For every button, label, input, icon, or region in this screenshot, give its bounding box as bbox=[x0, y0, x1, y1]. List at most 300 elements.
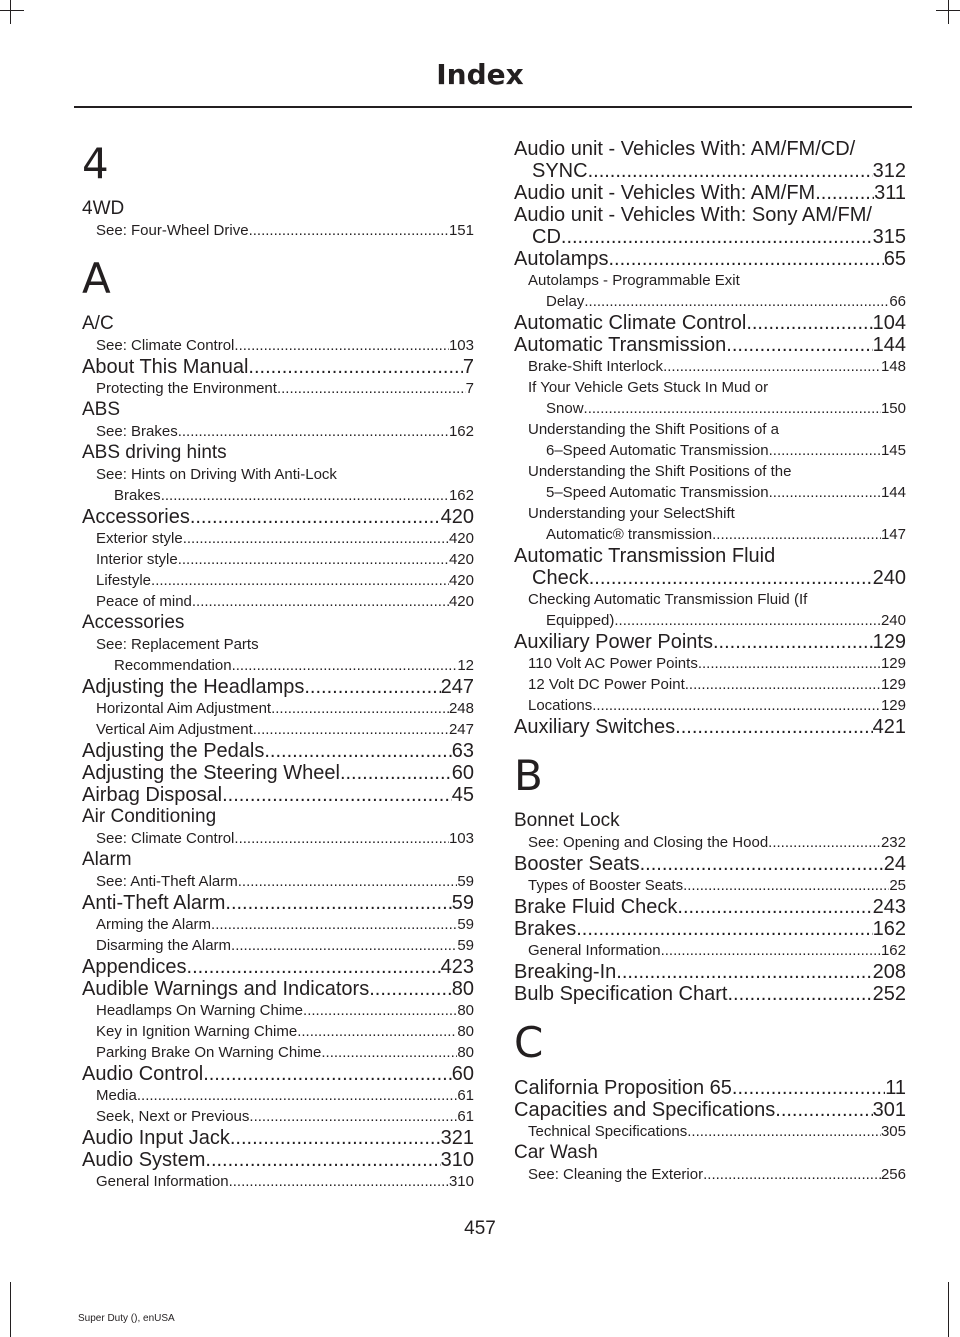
index-main-entry bbox=[82, 506, 474, 528]
index-sub-entry bbox=[82, 1000, 474, 1021]
entry-title-line: Autolamps - Programmable Exit bbox=[528, 272, 740, 289]
entry-page-number: 162 bbox=[880, 942, 906, 959]
entry-page-number: 7 bbox=[462, 356, 474, 378]
index-sub-entry bbox=[82, 335, 474, 356]
dot-leader bbox=[663, 356, 881, 377]
dot-leader bbox=[588, 160, 873, 182]
entry-title: Audible Warnings and Indicators bbox=[82, 978, 370, 1000]
dot-leader bbox=[698, 653, 881, 674]
index-entry-row bbox=[96, 549, 474, 570]
index-sub-entry bbox=[82, 719, 474, 740]
index-entry-row bbox=[514, 716, 906, 738]
index-entry-row bbox=[96, 1085, 474, 1106]
index-entry-row bbox=[96, 698, 474, 719]
entry-title: Brake Fluid Check bbox=[514, 896, 678, 918]
index-entry-row bbox=[82, 506, 474, 528]
entry-page-number: 129 bbox=[872, 631, 906, 653]
entry-page-number: 80 bbox=[457, 1044, 474, 1061]
entry-page-number: 12 bbox=[457, 657, 474, 674]
entry-title-line: Audio unit - Vehicles With: AM/FM/CD/ bbox=[514, 138, 856, 160]
index-sub-entry bbox=[514, 589, 906, 631]
entry-title: General Information bbox=[96, 1173, 229, 1190]
index-entry-row bbox=[82, 1063, 474, 1085]
entry-page-number: 420 bbox=[448, 572, 474, 589]
entry-title: Automatic® transmission bbox=[546, 526, 713, 543]
entry-page-number: 162 bbox=[448, 423, 474, 440]
dot-leader bbox=[340, 762, 452, 784]
entry-page-number: 148 bbox=[880, 358, 906, 375]
index-sub-entry bbox=[514, 1121, 906, 1142]
footer-text: Super Duty (), enUSA bbox=[78, 1313, 175, 1324]
index-sub-entry bbox=[514, 461, 906, 503]
index-entry-row bbox=[82, 1127, 474, 1149]
index-entry-row bbox=[82, 676, 474, 698]
index-sub-entry bbox=[514, 653, 906, 674]
dot-leader bbox=[151, 570, 449, 591]
header-divider bbox=[74, 106, 912, 108]
entry-title: Auxiliary Switches bbox=[514, 716, 676, 738]
dot-leader bbox=[576, 918, 872, 940]
index-heading: A/C bbox=[82, 313, 114, 334]
index-entry-row bbox=[528, 398, 906, 419]
entry-title: Audio System bbox=[82, 1149, 206, 1171]
dot-leader bbox=[178, 421, 449, 442]
index-entry-row bbox=[514, 896, 906, 918]
entry-page-number: 60 bbox=[451, 1063, 474, 1085]
index-main-entry bbox=[82, 892, 474, 914]
index-sub-entry bbox=[514, 1164, 906, 1185]
entry-title: See: Climate Control bbox=[96, 830, 235, 847]
dot-leader bbox=[271, 698, 449, 719]
index-entry-row bbox=[96, 1042, 474, 1063]
entry-title: General Information bbox=[528, 942, 661, 959]
index-entry-row bbox=[528, 610, 906, 631]
index-entry-row bbox=[528, 291, 906, 312]
index-main-entry bbox=[514, 961, 906, 983]
index-entry-row bbox=[96, 828, 474, 849]
index-entry-row bbox=[82, 784, 474, 806]
index-main-entry bbox=[514, 631, 906, 653]
index-section-letter: 4 bbox=[82, 139, 109, 188]
index-entry-row bbox=[514, 1077, 906, 1099]
dot-leader bbox=[253, 719, 449, 740]
dot-leader bbox=[190, 506, 441, 528]
entry-page-number: 103 bbox=[448, 830, 474, 847]
dot-leader bbox=[815, 182, 874, 204]
index-sub-entry bbox=[82, 1042, 474, 1063]
entry-title: Vertical Aim Adjustment bbox=[96, 721, 253, 738]
index-entry-row bbox=[82, 1149, 474, 1171]
index-sub-entry bbox=[514, 377, 906, 419]
index-entry-row bbox=[82, 892, 474, 914]
entry-page-number: 423 bbox=[440, 956, 474, 978]
entry-page-number: 420 bbox=[448, 593, 474, 610]
index-entry-row bbox=[96, 655, 474, 676]
entry-page-number: 7 bbox=[465, 380, 474, 397]
dot-leader bbox=[713, 631, 873, 653]
dot-leader bbox=[727, 983, 872, 1005]
entry-page-number: 129 bbox=[880, 655, 906, 672]
index-heading: 4WD bbox=[82, 198, 125, 219]
index-heading: Car Wash bbox=[514, 1142, 598, 1163]
entry-page-number: 61 bbox=[457, 1108, 474, 1125]
entry-title: Check bbox=[532, 567, 589, 589]
index-sub-entry bbox=[82, 935, 474, 956]
index-heading: Accessories bbox=[82, 612, 185, 633]
dot-leader bbox=[769, 440, 881, 461]
entry-title: Breaking-In bbox=[514, 961, 617, 983]
entry-page-number: 11 bbox=[885, 1077, 906, 1099]
entry-title: Adjusting the Steering Wheel bbox=[82, 762, 340, 784]
index-main-entry bbox=[82, 1149, 474, 1171]
crop-mark-bottom-left-v bbox=[10, 1282, 11, 1337]
dot-leader bbox=[249, 1106, 457, 1127]
entry-title: Recommendation bbox=[114, 657, 232, 674]
index-entry-row bbox=[96, 871, 474, 892]
index-sub-entry bbox=[514, 419, 906, 461]
dot-leader bbox=[703, 1164, 881, 1185]
entry-page-number: 104 bbox=[872, 312, 906, 334]
index-column-left bbox=[82, 138, 474, 1192]
dot-leader bbox=[229, 1171, 449, 1192]
entry-title: Accessories bbox=[82, 506, 190, 528]
entry-title: Audio Control bbox=[82, 1063, 204, 1085]
index-section-letter: C bbox=[514, 1018, 544, 1067]
dot-leader bbox=[178, 549, 449, 570]
index-entry-row bbox=[96, 935, 474, 956]
dot-leader bbox=[321, 1042, 457, 1063]
dot-leader bbox=[230, 1127, 441, 1149]
dot-leader bbox=[231, 935, 457, 956]
index-entry-row bbox=[528, 832, 906, 853]
entry-page-number: 243 bbox=[872, 896, 906, 918]
index-heading: Air Conditioning bbox=[82, 806, 217, 827]
dot-leader bbox=[685, 674, 881, 695]
entry-title: Peace of mind bbox=[96, 593, 192, 610]
entry-title-line: Understanding the Shift Positions of a bbox=[528, 421, 779, 438]
index-heading: ABS bbox=[82, 399, 121, 420]
index-entry-row bbox=[514, 312, 906, 334]
index-entry-row bbox=[514, 334, 906, 356]
index-main-entry bbox=[82, 740, 474, 762]
entry-page-number: 315 bbox=[872, 226, 906, 248]
index-entry-row bbox=[514, 226, 906, 248]
index-entry-row bbox=[528, 653, 906, 674]
index-entry-row bbox=[82, 978, 474, 1000]
dot-leader bbox=[203, 1063, 452, 1085]
dot-leader bbox=[187, 956, 441, 978]
dot-leader bbox=[205, 1149, 440, 1171]
page-number: 457 bbox=[464, 1218, 496, 1239]
index-entry-row bbox=[96, 1171, 474, 1192]
entry-title: Adjusting the Pedals bbox=[82, 740, 265, 762]
dot-leader bbox=[584, 291, 889, 312]
index-entry-row bbox=[528, 524, 906, 545]
dot-leader bbox=[137, 1085, 457, 1106]
index-entry-row bbox=[528, 356, 906, 377]
entry-page-number: 162 bbox=[448, 487, 474, 504]
entry-title: Types of Booster Seats bbox=[528, 877, 684, 894]
entry-title: California Proposition 65 bbox=[514, 1077, 732, 1099]
index-sub-entry bbox=[82, 421, 474, 442]
index-entry-row bbox=[528, 695, 906, 716]
entry-title: Capacities and Specifications bbox=[514, 1099, 776, 1121]
index-entry-row bbox=[514, 160, 906, 182]
index-sub-entry bbox=[82, 1106, 474, 1127]
index-heading: Bonnet Lock bbox=[514, 810, 620, 831]
entry-title: Disarming the Alarm bbox=[96, 937, 232, 954]
entry-title-line: Understanding the Shift Positions of the bbox=[528, 463, 792, 480]
entry-title: Adjusting the Headlamps bbox=[82, 676, 305, 698]
index-entry-row bbox=[528, 440, 906, 461]
entry-title: Appendices bbox=[82, 956, 187, 978]
entry-title: Anti-Theft Alarm bbox=[82, 892, 226, 914]
entry-page-number: 80 bbox=[451, 978, 474, 1000]
index-main-entry bbox=[514, 853, 906, 875]
entry-title: Headlamps On Warning Chime bbox=[96, 1002, 304, 1019]
entry-title: Snow bbox=[546, 400, 584, 417]
entry-page-number: 208 bbox=[872, 961, 906, 983]
entry-title: Parking Brake On Warning Chime bbox=[96, 1044, 322, 1061]
entry-page-number: 305 bbox=[880, 1123, 906, 1140]
index-entry-row bbox=[96, 220, 474, 241]
dot-leader bbox=[303, 1000, 457, 1021]
dot-leader bbox=[769, 482, 881, 503]
index-sub-entry bbox=[514, 940, 906, 961]
entry-page-number: 24 bbox=[883, 853, 906, 875]
dot-leader bbox=[775, 1099, 872, 1121]
entry-page-number: 45 bbox=[451, 784, 474, 806]
index-entry-row bbox=[528, 875, 906, 896]
index-sub-entry bbox=[514, 832, 906, 853]
entry-title-line: See: Replacement Parts bbox=[96, 636, 259, 653]
index-main-entry bbox=[82, 356, 474, 378]
dot-leader bbox=[616, 961, 872, 983]
entry-title: Automatic Climate Control bbox=[514, 312, 747, 334]
entry-page-number: 247 bbox=[448, 721, 474, 738]
index-sub-entry bbox=[82, 378, 474, 399]
entry-title: Exterior style bbox=[96, 530, 183, 547]
dot-leader bbox=[264, 740, 451, 762]
index-main-entry bbox=[82, 956, 474, 978]
index-entry-row bbox=[96, 591, 474, 612]
index-main-entry bbox=[514, 545, 906, 589]
entry-title-line: Understanding your SelectShift bbox=[528, 505, 735, 522]
entry-title: Delay bbox=[546, 293, 585, 310]
entry-title: About This Manual bbox=[82, 356, 249, 378]
index-main-entry bbox=[82, 784, 474, 806]
index-sub-entry bbox=[514, 674, 906, 695]
entry-page-number: 61 bbox=[457, 1087, 474, 1104]
entry-page-number: 66 bbox=[889, 293, 906, 310]
entry-page-number: 247 bbox=[440, 676, 474, 698]
index-sub-entry bbox=[514, 270, 906, 312]
dot-leader bbox=[746, 312, 872, 334]
entry-page-number: 301 bbox=[872, 1099, 906, 1121]
dot-leader bbox=[369, 978, 452, 1000]
entry-title: See: Four-Wheel Drive bbox=[96, 222, 249, 239]
entry-page-number: 256 bbox=[880, 1166, 906, 1183]
crop-mark-top-left-v bbox=[10, 0, 11, 24]
index-entry-row bbox=[514, 918, 906, 940]
dot-leader bbox=[640, 853, 884, 875]
index-sub-entry bbox=[82, 1085, 474, 1106]
index-sub-entry bbox=[82, 570, 474, 591]
entry-title-line: Automatic Transmission Fluid bbox=[514, 545, 776, 567]
index-entry-row bbox=[96, 1000, 474, 1021]
dot-leader bbox=[211, 914, 457, 935]
dot-leader bbox=[297, 1021, 457, 1042]
index-sub-entry bbox=[82, 464, 474, 506]
index-entry-row bbox=[528, 482, 906, 503]
entry-title: Seek, Next or Previous bbox=[96, 1108, 250, 1125]
entry-title: Booster Seats bbox=[514, 853, 640, 875]
entry-page-number: 240 bbox=[880, 612, 906, 629]
entry-title-line: Audio unit - Vehicles With: Sony AM/FM/ bbox=[514, 204, 872, 226]
index-sub-entry bbox=[82, 828, 474, 849]
entry-page-number: 311 bbox=[874, 182, 906, 204]
index-sub-entry bbox=[514, 503, 906, 545]
entry-title: Automatic Transmission bbox=[514, 334, 727, 356]
dot-leader bbox=[677, 896, 872, 918]
entry-page-number: 63 bbox=[451, 740, 474, 762]
index-main-entry bbox=[514, 182, 906, 204]
index-entry-row bbox=[514, 248, 906, 270]
dot-leader bbox=[249, 220, 449, 241]
dot-leader bbox=[614, 610, 881, 631]
dot-leader bbox=[589, 567, 873, 589]
index-sub-entry bbox=[82, 591, 474, 612]
dot-leader bbox=[238, 871, 458, 892]
entry-title-line: If Your Vehicle Gets Stuck In Mud or bbox=[528, 379, 769, 396]
entry-page-number: 232 bbox=[880, 834, 906, 851]
index-entry-row bbox=[96, 528, 474, 549]
index-main-entry bbox=[82, 1127, 474, 1149]
index-section-letter: A bbox=[82, 254, 111, 303]
index-entry-row bbox=[96, 570, 474, 591]
entry-page-number: 151 bbox=[448, 222, 474, 239]
dot-leader bbox=[225, 892, 451, 914]
index-entry-row bbox=[514, 853, 906, 875]
entry-title: Lifestyle bbox=[96, 572, 152, 589]
index-entry-row bbox=[96, 421, 474, 442]
index-sub-entry bbox=[82, 220, 474, 241]
dot-leader bbox=[584, 398, 881, 419]
index-entry-row bbox=[514, 961, 906, 983]
dot-leader bbox=[222, 784, 452, 806]
entry-title: See: Climate Control bbox=[96, 337, 235, 354]
entry-title: SYNC bbox=[532, 160, 588, 182]
index-main-entry bbox=[514, 248, 906, 270]
entry-title: Arming the Alarm bbox=[96, 916, 212, 933]
dot-leader bbox=[277, 378, 466, 399]
dot-leader bbox=[161, 485, 449, 506]
entry-page-number: 162 bbox=[872, 918, 906, 940]
entry-title: Technical Specifications bbox=[528, 1123, 688, 1140]
index-entry-row bbox=[514, 631, 906, 653]
entry-page-number: 129 bbox=[880, 676, 906, 693]
entry-title: Autolamps bbox=[514, 248, 609, 270]
index-main-entry bbox=[514, 312, 906, 334]
entry-title: Bulb Specification Chart bbox=[514, 983, 728, 1005]
crop-mark-bottom-right-v bbox=[948, 1282, 949, 1337]
index-main-entry bbox=[82, 1063, 474, 1085]
dot-leader bbox=[687, 1121, 881, 1142]
entry-page-number: 144 bbox=[880, 484, 906, 501]
index-entry-row bbox=[514, 567, 906, 589]
index-entry-row bbox=[82, 956, 474, 978]
dot-leader bbox=[661, 940, 881, 961]
entry-page-number: 420 bbox=[440, 506, 474, 528]
index-entry-row bbox=[528, 940, 906, 961]
entry-title: 110 Volt AC Power Points bbox=[528, 655, 698, 672]
entry-title: Equipped) bbox=[546, 612, 615, 629]
index-section-letter: B bbox=[514, 751, 543, 800]
index-sub-entry bbox=[82, 871, 474, 892]
dot-leader bbox=[675, 716, 872, 738]
entry-title: Protecting the Environment bbox=[96, 380, 277, 397]
index-sub-entry bbox=[514, 356, 906, 377]
index-main-entry bbox=[514, 334, 906, 356]
index-sub-entry bbox=[82, 528, 474, 549]
entry-title: See: Brakes bbox=[96, 423, 178, 440]
index-entry-row bbox=[96, 719, 474, 740]
index-main-entry bbox=[514, 1077, 906, 1099]
entry-title: Brakes bbox=[514, 918, 577, 940]
index-main-entry bbox=[514, 896, 906, 918]
dot-leader bbox=[234, 335, 449, 356]
index-entry-row bbox=[96, 914, 474, 935]
crop-mark-top-right-v bbox=[948, 0, 949, 24]
index-entry-row bbox=[514, 1099, 906, 1121]
index-sub-entry bbox=[82, 634, 474, 676]
dot-leader bbox=[183, 528, 449, 549]
entry-title: 6–Speed Automatic Transmission bbox=[546, 442, 769, 459]
index-entry-row bbox=[82, 740, 474, 762]
entry-title: Audio unit - Vehicles With: AM/FM bbox=[514, 182, 816, 204]
entry-title: Horizontal Aim Adjustment bbox=[96, 700, 272, 717]
dot-leader bbox=[609, 248, 884, 270]
entry-page-number: 80 bbox=[457, 1023, 474, 1040]
page-title: Index bbox=[436, 58, 524, 91]
entry-title: See: Anti-Theft Alarm bbox=[96, 873, 238, 890]
entry-title: Brake-Shift Interlock bbox=[528, 358, 664, 375]
entry-title: Airbag Disposal bbox=[82, 784, 223, 806]
index-heading: ABS driving hints bbox=[82, 442, 227, 463]
dot-leader bbox=[592, 695, 881, 716]
index-entry-row bbox=[96, 485, 474, 506]
entry-title: Interior style bbox=[96, 551, 178, 568]
crop-mark-top-right-h bbox=[936, 10, 960, 11]
index-entry-row bbox=[528, 674, 906, 695]
entry-page-number: 103 bbox=[448, 337, 474, 354]
entry-title: Locations bbox=[528, 697, 593, 714]
index-sub-entry bbox=[82, 914, 474, 935]
entry-page-number: 321 bbox=[440, 1127, 474, 1149]
entry-page-number: 59 bbox=[457, 937, 474, 954]
index-main-entry bbox=[514, 204, 906, 248]
dot-leader bbox=[768, 832, 881, 853]
entry-title: Media bbox=[96, 1087, 137, 1104]
index-main-entry bbox=[514, 983, 906, 1005]
entry-page-number: 252 bbox=[872, 983, 906, 1005]
dot-leader bbox=[304, 676, 440, 698]
index-entry-row bbox=[514, 983, 906, 1005]
index-entry-row bbox=[528, 1121, 906, 1142]
entry-title: Brakes bbox=[114, 487, 161, 504]
entry-page-number: 147 bbox=[880, 526, 906, 543]
entry-title: See: Cleaning the Exterior bbox=[528, 1166, 704, 1183]
